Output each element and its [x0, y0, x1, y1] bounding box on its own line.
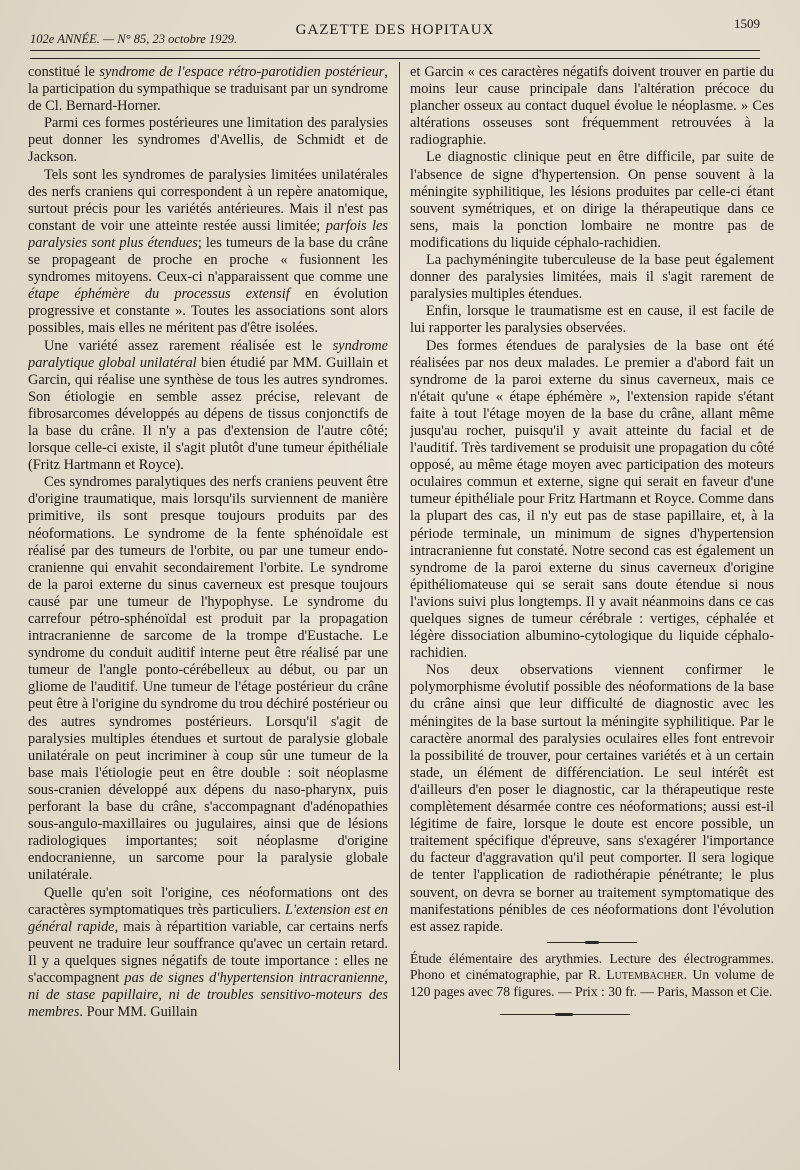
header-rule: [30, 58, 760, 59]
paragraph: constitué le syndrome de l'espace rétro-parotidien postérieur, la participation du sympathique se traduisant par un syndrome de Cl. Bernard-Horner.: [28, 64, 388, 115]
paragraph: Nos deux observations viennent confirmer le polymorphisme évolutif possible des néoformations de la base du crâne ainsi que leur difficulté de diagnostic avec les méningites de la base surtout la méningite syphilitique. Par le caractère anormal des paralysies oculaires elles font entrevoir la possibilité de trouver, pour certaines variétés et à un certain stade, un élément de différenciation. Le seul intérêt est d'ailleurs d'en poser le diagnostic, car la thérapeutique reste complètement désarmée contre ces néoformations; aussi est-il légitime de faire, lorsque le doute est encore possible, un traitement spécifique d'épreuve, sans s'exagérer l'importance du facteur d'aggravation qu'il peut comporter. Il sera logique de tenter l'application de radiothérapie pénétrante; le plus souvent, on devra se borner au traitement symptomatique des manifestations pénibles de ces néoformations dont l'évolution est assez rapide.: [410, 662, 774, 935]
paragraph: et Garcin « ces caractères négatifs doivent trouver en partie du moins leur cause principale dans l'altération précoce du plancher osseux au contact duquel évolue le néoplasme. » Ces altérations osseuses sont fréquemment retrouvées à la radiographie.: [410, 64, 774, 149]
end-rule: [500, 1014, 630, 1015]
page-header: [30, 14, 760, 51]
paragraph: Quelle qu'en soit l'origine, ces néoformations ont des caractères symptomatiques très particuliers. L'extension est en général rapide, mais à répartition variable, car certains nerfs peuvent ne traduire leur souffrance qu'avec un certain retard. Il y a quelques signes négatifs de toute importance : elles ne s'accompagnent pas de signes d'hypertension intracranienne, ni de stase papillaire, ni de troubles sensitivo-moteurs des membres. Pour MM. Guillain: [28, 884, 388, 1021]
paragraph: La pachyméningite tuberculeuse de la base peut également donner des paralysies limitées, mais il s'agit rarement de paralysies multiples étendues.: [410, 252, 774, 303]
book-review: Étude élémentaire des arythmies. Lecture des électrogrammes. Phono et cinématographie, par R. Lutembacher. Un volume de 120 pages avec 78 figures. — Prix : 30 fr. — Paris, Masson et Cie.: [410, 950, 774, 999]
issue-line: 102e ANNÉE. — N° 85, 23 octobre 1929.: [30, 32, 238, 46]
paragraph: Des formes étendues de paralysies de la base ont été réalisées par nos deux malades. Le premier a d'abord fait un syndrome de la paroi externe du sinus caverneux, mais ce n'était qu'une « étape éphémère », l'extension rapide s'étant faite à tout l'étage moyen de la base du crâne, allant même jusqu'au rocher, puisqu'il y avait atteinte du facial et de l'auditif. Très tardivement se produisit une propagation du côté opposé, au même étage moyen avec participation des moteurs oculaires commun et externe, signe qui serait en faveur d'une tumeur épithéliale pour Fritz Hartmann et Royce. Comme dans la plupart des cas, il n'y eut pas de stase papillaire, et, à la période terminale, un minimum de signes d'hypertension intracranienne fut constaté. Notre second cas est également un syndrome de la paroi externe du sinus caverneux d'origine épithéliomateuse qui se serait sans doute étendue si nous l'avions suivi plus longtemps. Il y avait néanmoins dans ce cas quelques signes de tumeur cérébrale : vertiges, céphalée et légère dissociation albumino-cytologique du liquide céphalo-rachidien.: [410, 337, 774, 662]
right-column: [410, 64, 774, 1140]
paragraph: Le diagnostic clinique peut en être difficile, par suite de l'absence de signe d'hypertension. On pense souvent à la méningite syphilitique, les lésions produites par celle-ci étant souvent symétriques, et on dirige la thérapeutique dans ce sens, mais la ponction lombaire ne montre pas de modifications du liquide céphalo-rachidien.: [410, 149, 774, 251]
paragraph: Une variété assez rarement réalisée est le syndrome paralytique global unilatéral bien étudié par MM. Guillain et Garcin, qui réalise une synthèse de tous les autres syndromes. Son étiologie en semble assez précise, relevant de fibrosarcomes développés au dépens de tissus conjonctifs de la base du crâne. Il n'y a pas d'extension de l'autre côté; lorsque celle-ci existe, il s'agit plutôt d'une tumeur épithéliale (Fritz Hartmann et Royce).: [28, 337, 388, 474]
left-column: [28, 64, 388, 1140]
column-divider: [399, 62, 400, 1070]
paragraph: Enfin, lorsque le traumatisme est en cause, il est facile de lui rapporter les paralysies observées.: [410, 303, 774, 337]
section-separator: [547, 942, 637, 943]
journal-title: GAZETTE DES HOPITAUX: [295, 22, 495, 38]
paragraph: Ces syndromes paralytiques des nerfs craniens peuvent être d'origine traumatique, mais lorsqu'ils surviennent de manière primitive, ils sont presque toujours produits par des néoformations. Le syndrome de la fente sphénoïdale est réalisé par des tumeurs de l'orbite, ou par une tumeur endo-cranienne qui envahit secondairement l'orbite. Le syndrome de la paroi externe du sinus caverneux est presque toujours causé par une tumeur de l'hypophyse. Le syndrome du carrefour pétro-sphénoïdal est produit par la propagation intracranienne de sarcome de la trompe d'Eustache. Le syndrome du conduit auditif interne peut être réalisé par une tumeur de l'angle ponto-cérébelleux au début, ou par un gliome de l'auditif. Une tumeur de l'étage postérieur du crâne peut être à l'origine du syndrome du trou déchiré postérieur ou des autres syndromes postérieurs. Lorsqu'il s'agit de paralysies multiples étendues et surtout de paralysie globale unilatérale on peut incriminer à coup sûr une tumeur de la base mais l'étiologie peut en être double : soit néoplasme sous-cranien développé aux dépens du naso-pharynx, puis perforant la base du crâne, s'accompagnant d'adénopathies sous-angulo-maxillaires ou jugulaires, ainsi que de lésions radiologiques importantes; soit néoplasme d'origine endocranienne, un sarcome pour la paralysie globale unilatérale.: [28, 474, 388, 884]
page-number: 1509: [734, 16, 760, 31]
paragraph: Tels sont les syndromes de paralysies limitées unilatérales des nerfs craniens qui correspondent à un repère anatomique, surtout précis pour les variétés antérieures. Mais il n'est pas constant de voir une atteinte restée aussi limitée; parfois les paralysies sont plus étendues; les tumeurs de la base du crâne se propageant de proche en proche « fusionnent les syndromes mitoyens. Ceux-ci n'apparaissent que comme une étape éphémère du processus extensif en évolution progressive et constante ». Toutes les associations sont alors possibles, mais elles ne méritent pas d'être isolées.: [28, 166, 388, 337]
paragraph: Parmi ces formes postérieures une limitation des paralysies peut donner les syndromes d'Avellis, de Schmidt et de Jackson.: [28, 115, 388, 166]
